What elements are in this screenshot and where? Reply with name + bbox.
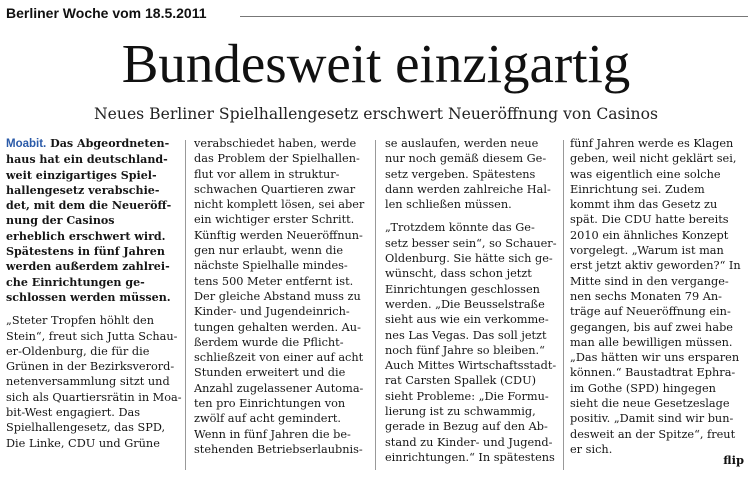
text-line: geben, weil nicht geklärt sei, [570,152,737,166]
text-line: Stunden erweitert und die [194,366,346,380]
text-line: hallengesetz verabschie- [6,183,160,197]
text-line: setz besser sein“, so Schauer- [385,236,557,250]
text-line: „Das hätten wir uns ersparen [570,351,740,365]
text-line: Mitte sind in den vergange- [570,274,729,288]
text-line: positiv. „Damit sind wir bun- [570,412,734,426]
text-line: noch fünf Jahre so bleiben.“ [385,343,545,357]
text-line: zwölf auf acht gemindert. [194,412,342,426]
text-line: dann werden zahlreiche Hal- [385,182,551,196]
source-line: Berliner Woche vom 18.5.2011 [6,5,207,21]
column-divider [185,140,186,470]
text-line: haus hat ein deutschland- [6,153,168,167]
text-line: lierung ist zu schwammig, [385,405,536,419]
text-line: det, mit dem die Neueröff- [6,199,172,213]
text-line: einrichtungen.“ In spätestens [385,450,555,464]
author-signature: flip [723,453,744,467]
text-line: sieht die neue Gesetzeslage [570,397,730,411]
text-line: se auslaufen, werden neue [385,137,539,150]
text-line: flut vor allem in struktur- [194,167,340,181]
headline: Bundesweit einzigartig [121,33,631,94]
paragraph-gap [6,305,161,313]
text-line: im Gothe (SPD) hingegen [570,381,716,395]
text-line: Der gleiche Abstand muss zu [194,289,361,303]
text-line: man alle bewilligen müssen. [570,335,733,349]
text-line: schlossen werden müssen. [6,290,171,304]
column-divider [375,140,376,470]
place-label: Moabit. [6,138,47,150]
text-line: das Problem der Spielhallen- [194,152,360,166]
subheadline: Neues Berliner Spielhallengesetz erschwert Neueröffnung von Casinos [94,105,658,123]
text-line: sich als Quartiersrätin in Moa- [6,390,182,404]
text-line: schließzeit von einer auf acht [194,351,364,365]
text-line: was eigentlich eine solche [570,167,721,181]
text-line: können.“ Baustadtrat Ephra- [570,366,736,380]
text-line: verabschiedet haben, werde [194,137,357,150]
text-line: „Trotzdem könnte das Ge- [385,221,535,235]
text-line: desweit an der Spitze“, freut [570,427,736,441]
column-divider [563,140,564,470]
text-line: Spätestens in fünf Jahren [6,245,165,259]
article-column-4 [570,136,745,457]
text-line: sieht Probleme: „Die Formu- [385,389,549,403]
text-line: kommt ihm das Gesetz zu [570,198,718,212]
text-line: gen nur erlaubt, wenn die [194,244,344,258]
article-column-1 [6,136,182,451]
text-line: netenversammlung sitzt und [6,375,170,389]
text-line: weit einzigartiges Spiel- [6,168,157,182]
text-line: Einrichtung sei. Zudem [570,182,705,196]
text-line: Künftig werden Neueröffnun- [194,228,363,242]
text-line: erst jetzt aktiv geworden?“ In [570,259,741,273]
article-column-2 [194,136,365,457]
text-line: ein wichtiger erster Schritt. [194,213,355,227]
text-line: spät. Die CDU hatte bereits [570,213,729,227]
text-line: Spielhallengesetz, das SPD, [6,421,166,435]
text-line: Kinder- und Jugendeinrich- [194,305,350,319]
text-line: tungen gehalten werden. Au- [194,320,361,334]
text-line: Einrichtungen geschlossen [385,282,540,296]
text-line: werden. „Die Beusselstraße [385,297,545,311]
text-line: stand zu Kinder- und Jugend- [385,435,553,449]
text-line: setz vergeben. Spätestens [385,167,536,181]
text-line: Oldenburg. Sie hätte sich ge- [385,252,553,266]
text-line: Wenn in fünf Jahren die be- [194,427,351,441]
text-line: gegangen, bis auf zwei habe [570,320,733,334]
text-line: nen sechs Monaten 79 An- [570,289,722,303]
text-line: nicht komplett lösen, sei aber [194,198,365,212]
text-line: Moabit. Das Abgeordneten- [6,137,170,150]
text-line: 2010 ein ähnliches Konzept [570,228,729,242]
text-line: werden außerdem zahlrei- [6,260,170,274]
text-line: fünf Jahren werde es Klagen [570,137,734,150]
text-line: Stein“, freut sich Jutta Schau- [6,329,178,343]
text-line: Anzahl zugelassener Automa- [194,381,364,395]
text-line: Die Linke, CDU und Grüne [6,436,160,450]
text-line: rat Carsten Spallek (CDU) [385,374,537,388]
text-line: träge auf Neueröffnung ein- [570,305,731,319]
text-line: stehenden Betriebserlaubnis- [194,442,363,456]
text-line: Grünen in der Bezirksverord- [6,360,175,374]
text-line: Auch Mittes Wirtschaftsstadt- [385,359,557,373]
header-rule [240,16,748,17]
text-line: vorgelegt. „Warum ist man [570,244,724,258]
text-line: nur noch gemäß diesem Ge- [385,152,547,166]
text-line: „Steter Tropfen höhlt den [6,314,155,328]
text-line: nes Las Vegas. Das soll jetzt [385,328,547,342]
article-column-3 [385,136,555,465]
text-line: len schließen müssen. [385,198,512,212]
text-line: wünscht, dass schon jetzt [385,267,532,281]
text-line: ten pro Einrichtungen von [194,397,346,411]
text-line: er sich. [570,442,613,456]
text-line: ßerdem wurde die Pflicht- [194,335,344,349]
text-line: erheblich erschwert wird. [6,229,166,243]
text-line: er-Oldenburg, die für die [6,344,150,358]
paragraph-gap [385,212,555,220]
text-line: nächste Spielhalle mindes- [194,259,348,273]
text-line: nung der Casinos [6,214,115,228]
text-line: bit-West engagiert. Das [6,406,141,420]
text-line: sieht aus wie ein verkomme- [385,313,549,327]
text-line: che Einrichtungen ge- [6,275,145,289]
text-line: tens 500 Meter entfernt ist. [194,274,354,288]
text-line: schwachen Quartieren zwar [194,182,356,196]
text-line: gerade in Bezug auf den Ab- [385,420,548,434]
